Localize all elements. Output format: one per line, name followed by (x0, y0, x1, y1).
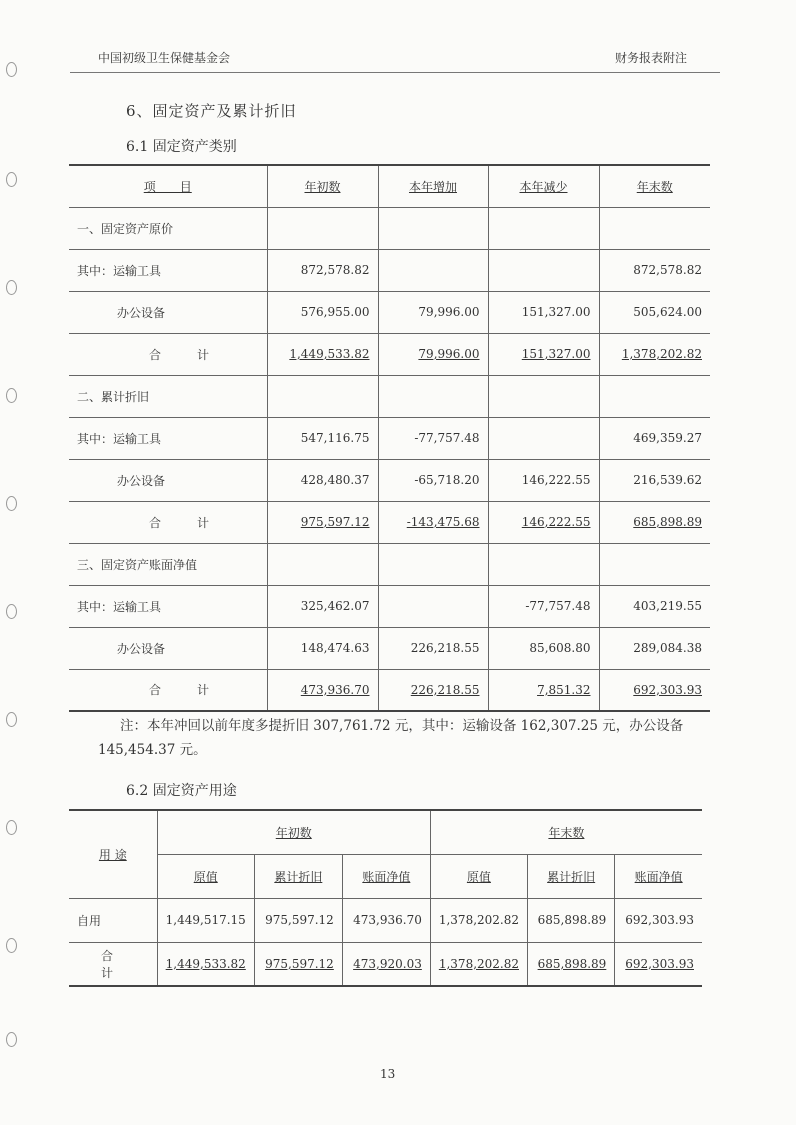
row-label: 其中：运输工具 (69, 585, 267, 627)
header-doc-type: 财务报表附注 (614, 51, 687, 65)
table-subheader-row (69, 854, 702, 898)
cell: 146,222.55 (488, 501, 599, 543)
binder-hole (6, 938, 17, 953)
column-header-opening: 年初数 (267, 165, 378, 207)
table-row (69, 207, 710, 249)
cell: 473,936.70 (342, 898, 430, 942)
table-total-row (69, 501, 710, 543)
cell: 505,624.00 (599, 291, 710, 333)
cell (488, 543, 599, 585)
cell: 1,449,517.15 (157, 898, 254, 942)
table-total-row (69, 333, 710, 375)
cell: 576,955.00 (267, 291, 378, 333)
asset-category-table (69, 164, 710, 712)
cell: -77,757.48 (488, 585, 599, 627)
column-group-closing: 年末数 (430, 810, 702, 854)
column-header-accum-dep: 累计折旧 (254, 854, 342, 898)
cell: 685,898.89 (528, 898, 615, 942)
cell: 289,084.38 (599, 627, 710, 669)
table-row (69, 627, 710, 669)
cell: 7,851.32 (488, 669, 599, 711)
row-label: 二、累计折旧 (69, 375, 267, 417)
cell (599, 543, 710, 585)
cell (267, 543, 378, 585)
cell: 685,898.89 (528, 942, 615, 986)
cell: 1,378,202.82 (430, 898, 527, 942)
row-label: 其中：运输工具 (69, 417, 267, 459)
binder-hole (6, 62, 17, 77)
row-label: 办公设备 (69, 459, 267, 501)
cell: 473,920.03 (342, 942, 430, 986)
binder-hole (6, 820, 17, 835)
row-label: 一、固定资产原价 (69, 207, 267, 249)
row-label: 自用 (69, 898, 157, 942)
column-header-closing: 年末数 (599, 165, 710, 207)
cell: -65,718.20 (378, 459, 488, 501)
table-row (69, 543, 710, 585)
column-header-net-value: 账面净值 (615, 854, 702, 898)
table-row (69, 459, 710, 501)
header-rule (70, 72, 720, 73)
table-total-row (69, 669, 710, 711)
row-label: 合 计 (69, 669, 267, 711)
cell: 403,219.55 (599, 585, 710, 627)
cell: 692,303.93 (615, 898, 702, 942)
cell: 226,218.55 (378, 669, 488, 711)
cell: 975,597.12 (254, 942, 342, 986)
table-row (69, 417, 710, 459)
cell: -143,475.68 (378, 501, 488, 543)
table-row (69, 585, 710, 627)
cell: 685,898.89 (599, 501, 710, 543)
cell (488, 417, 599, 459)
row-label: 办公设备 (69, 627, 267, 669)
column-header-original: 原值 (430, 854, 527, 898)
binder-hole (6, 604, 17, 619)
section-title: 6、固定资产及累计折旧 (126, 102, 297, 120)
cell: 151,327.00 (488, 333, 599, 375)
subsection-title-usage: 6.2 固定资产用途 (126, 783, 237, 799)
cell (488, 207, 599, 249)
cell (488, 375, 599, 417)
cell (488, 249, 599, 291)
cell: 79,996.00 (378, 333, 488, 375)
cell: 473,936.70 (267, 669, 378, 711)
binder-hole (6, 496, 17, 511)
cell (378, 543, 488, 585)
cell (267, 207, 378, 249)
column-header-use: 用 途 (69, 810, 157, 898)
column-group-opening: 年初数 (157, 810, 430, 854)
cell: 872,578.82 (599, 249, 710, 291)
depreciation-note: 注：本年冲回以前年度多提折旧 307,761.72 元，其中：运输设备 162,307.25 元，办公设备 145,454.37 元。 (98, 718, 684, 758)
page-number: 13 (380, 1067, 396, 1081)
binder-hole (6, 1032, 17, 1047)
cell: 1,378,202.82 (599, 333, 710, 375)
row-label: 办公设备 (69, 291, 267, 333)
column-header-item: 项 目 (69, 165, 267, 207)
cell: 85,608.80 (488, 627, 599, 669)
cell: 325,462.07 (267, 585, 378, 627)
cell: 469,359.27 (599, 417, 710, 459)
table-row (69, 898, 702, 942)
cell: -77,757.48 (378, 417, 488, 459)
binder-hole (6, 388, 17, 403)
cell: 975,597.12 (267, 501, 378, 543)
cell: 547,116.75 (267, 417, 378, 459)
binder-hole (6, 172, 17, 187)
cell (599, 207, 710, 249)
row-label: 合 计 (69, 942, 157, 986)
header-org: 中国初级卫生保健基金会 (98, 51, 231, 65)
cell: 975,597.12 (254, 898, 342, 942)
table-row (69, 375, 710, 417)
cell (378, 249, 488, 291)
column-header-increase: 本年增加 (378, 165, 488, 207)
cell: 428,480.37 (267, 459, 378, 501)
cell (378, 207, 488, 249)
binder-hole (6, 712, 17, 727)
cell: 79,996.00 (378, 291, 488, 333)
binder-hole (6, 280, 17, 295)
cell: 216,539.62 (599, 459, 710, 501)
row-label: 三、固定资产账面净值 (69, 543, 267, 585)
cell: 692,303.93 (615, 942, 702, 986)
column-header-original: 原值 (157, 854, 254, 898)
cell (599, 375, 710, 417)
table-row (69, 291, 710, 333)
table-total-row (69, 942, 702, 986)
cell: 1,449,533.82 (157, 942, 254, 986)
row-label: 其中：运输工具 (69, 249, 267, 291)
asset-usage-table (69, 809, 702, 987)
subsection-title-categories: 6.1 固定资产类别 (126, 139, 237, 155)
cell: 692,303.93 (599, 669, 710, 711)
cell (378, 375, 488, 417)
cell: 1,378,202.82 (430, 942, 527, 986)
row-label: 合 计 (69, 333, 267, 375)
row-label: 合 计 (69, 501, 267, 543)
cell: 1,449,533.82 (267, 333, 378, 375)
table-header-row (69, 165, 710, 207)
column-header-decrease: 本年减少 (488, 165, 599, 207)
cell (267, 375, 378, 417)
column-header-net-value: 账面净值 (342, 854, 430, 898)
cell: 148,474.63 (267, 627, 378, 669)
cell (378, 585, 488, 627)
cell: 872,578.82 (267, 249, 378, 291)
table-group-header-row (69, 810, 702, 854)
cell: 151,327.00 (488, 291, 599, 333)
binder-holes (6, 0, 26, 1125)
table-row (69, 249, 710, 291)
cell: 226,218.55 (378, 627, 488, 669)
column-header-accum-dep: 累计折旧 (528, 854, 615, 898)
cell: 146,222.55 (488, 459, 599, 501)
